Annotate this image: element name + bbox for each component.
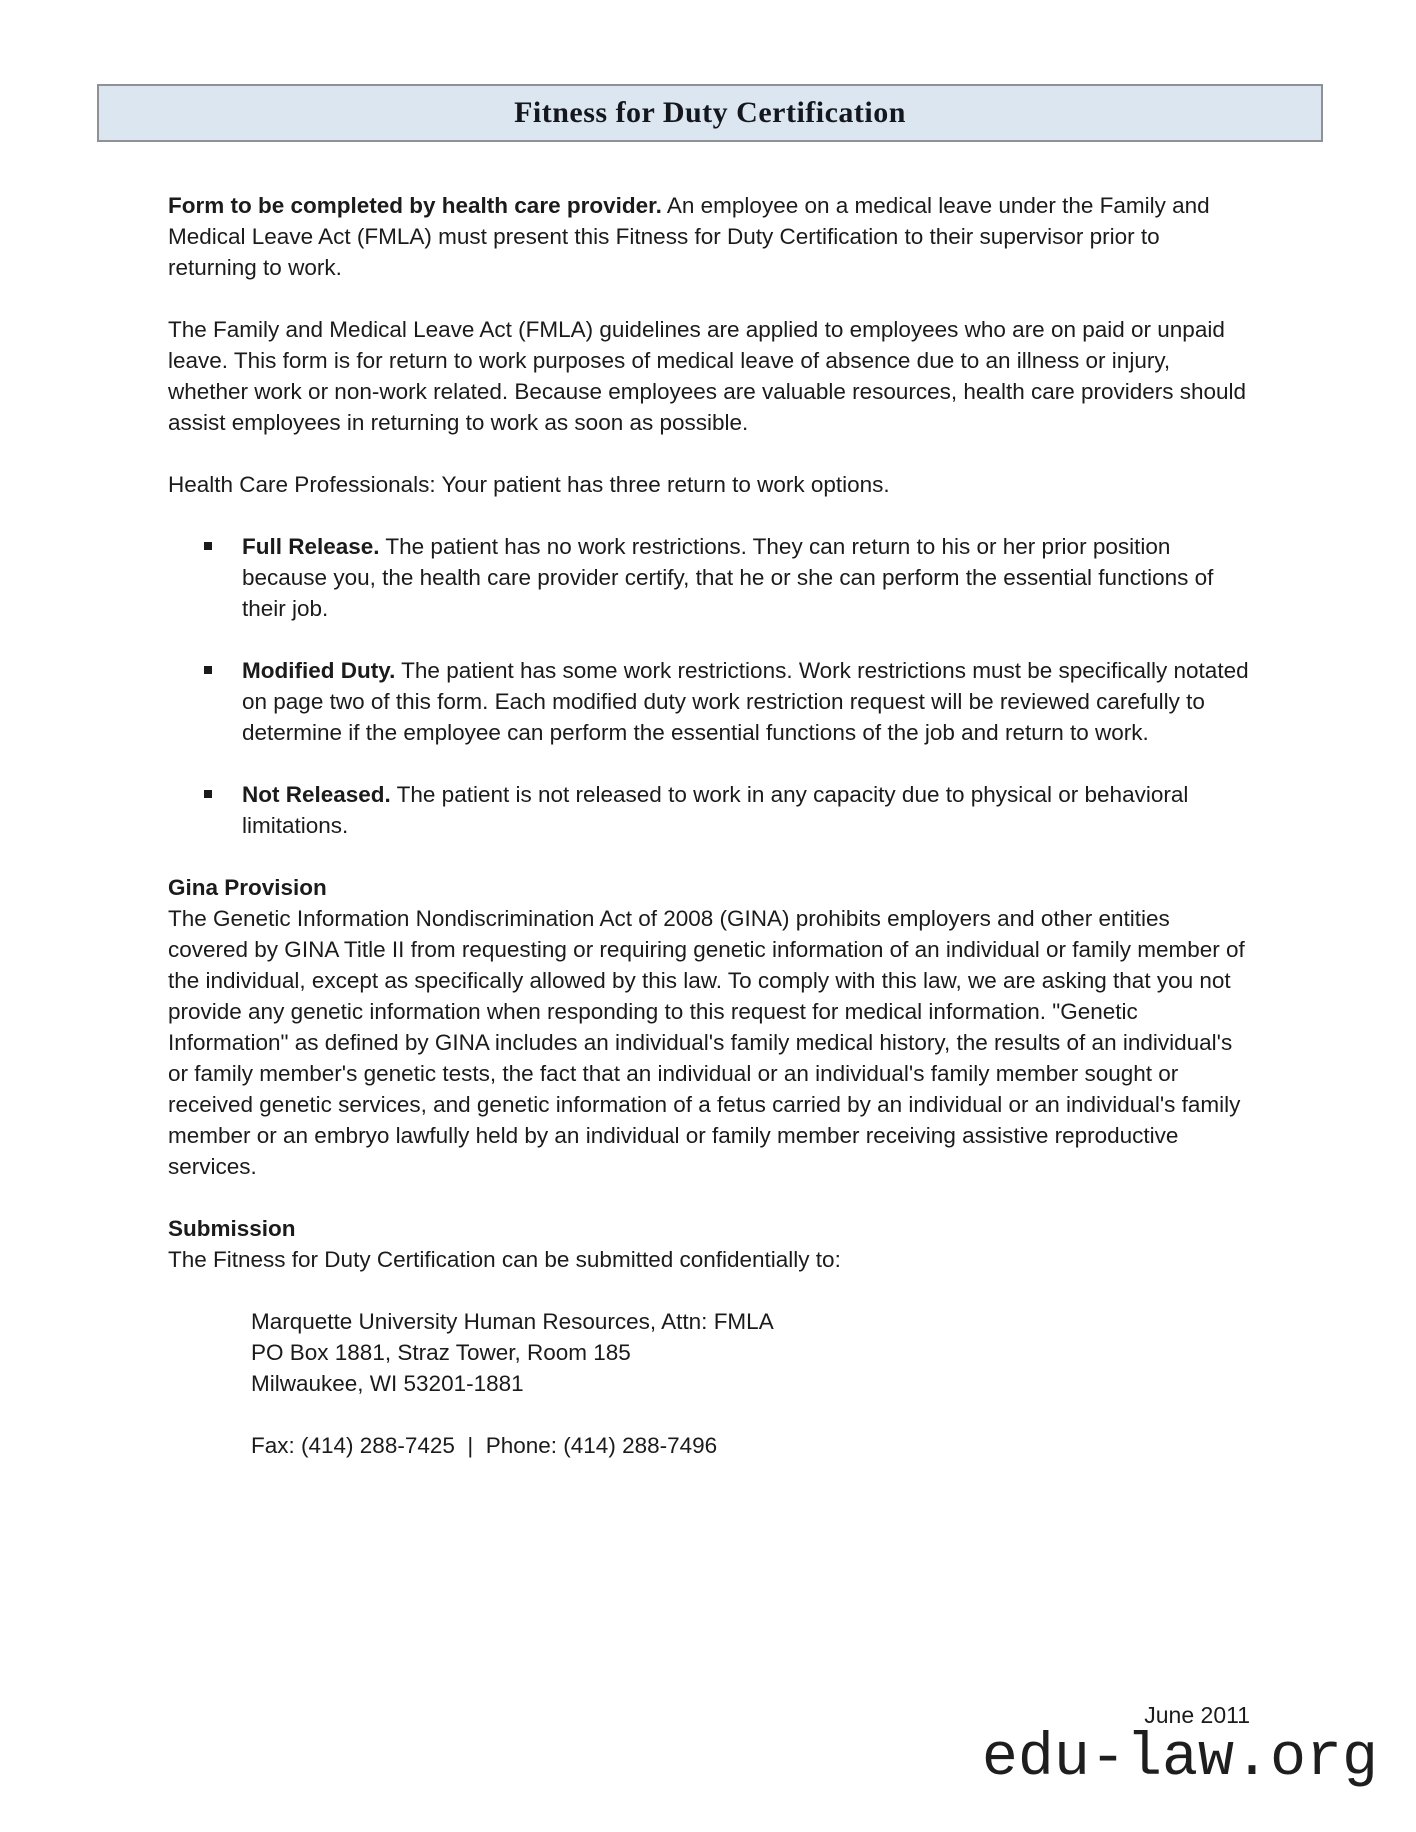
submission-heading: Submission	[168, 1216, 296, 1241]
list-item-modified-duty	[168, 655, 1253, 748]
address-line-2: PO Box 1881, Straz Tower, Room 185	[251, 1340, 631, 1365]
address-block	[251, 1306, 1253, 1399]
list-item-full-release	[168, 531, 1253, 624]
not-released-label: Not Released.	[242, 782, 391, 807]
full-release-label: Full Release.	[242, 534, 380, 559]
watermark-text: edu-law.org	[981, 1725, 1378, 1793]
modified-duty-label: Modified Duty.	[242, 658, 396, 683]
return-options-list	[168, 531, 1253, 841]
page-title: Fitness for Duty Certification	[514, 96, 906, 129]
not-released-text: The patient is not released to work in any capacity due to physical or behavioral limitations.	[242, 782, 1189, 838]
bullet-square-icon	[204, 790, 212, 798]
bullet-square-icon	[204, 666, 212, 674]
modified-duty-text: The patient has some work restrictions. Work restrictions must be specifically notated on page two of this form. Each modified duty work restriction request will be reviewed carefully to determine if the employee can perform the essential functions of the job and return to work.	[242, 658, 1249, 745]
intro-text: An employee on a medical leave under the Family and Medical Leave Act (FMLA) must present this Fitness for Duty Certification to their supervisor prior to returning to work.	[168, 193, 1210, 280]
gina-paragraph: The Genetic Information Nondiscrimination Act of 2008 (GINA) prohibits employers and other entities covered by GINA Title II from requesting or requiring genetic information of an individual or family member of the individual, except as specifically allowed by this law. To comply with this law, we are asking that you not provide any genetic information when responding to this request for medical information. "Genetic Information" as defined by GINA includes an individual's family medical history, the results of an individual's or family member's genetic tests, the fact that an individual or an individual's family member sought or received genetic services, and genetic information of a fetus carried by an individual or an individual's family member or an embryo lawfully held by an individual or family member receiving assistive reproductive services.	[168, 906, 1245, 1179]
intro-paragraph	[168, 190, 1253, 283]
options-intro: Health Care Professionals: Your patient has three return to work options.	[168, 472, 890, 497]
document-body	[168, 190, 1253, 1492]
fmla-paragraph: The Family and Medical Leave Act (FMLA) guidelines are applied to employees who are on paid or unpaid leave. This form is for return to work purposes of medical leave of absence due to an illness or injury, whether work or non-work related. Because employees are valuable resources, health care providers should assist employees in returning to work as soon as possible.	[168, 317, 1247, 435]
gina-heading: Gina Provision	[168, 875, 327, 900]
title-box	[97, 84, 1323, 142]
bullet-square-icon	[204, 542, 212, 550]
revision-date: June 2011	[1144, 1702, 1250, 1728]
full-release-text: The patient has no work restrictions. They can return to his or her prior position because you, the health care provider certify, that he or she can perform the essential functions of their job.	[242, 534, 1214, 621]
list-item-not-released	[168, 779, 1253, 841]
submission-paragraph: The Fitness for Duty Certification can be submitted confidentially to:	[168, 1247, 841, 1272]
address-line-1: Marquette University Human Resources, Attn: FMLA	[251, 1309, 774, 1334]
address-line-3: Milwaukee, WI 53201-1881	[251, 1371, 524, 1396]
fax-phone-line: Fax: (414) 288-7425 | Phone: (414) 288-7496	[251, 1433, 718, 1458]
intro-bold-lead: Form to be completed by health care provider.	[168, 193, 662, 218]
